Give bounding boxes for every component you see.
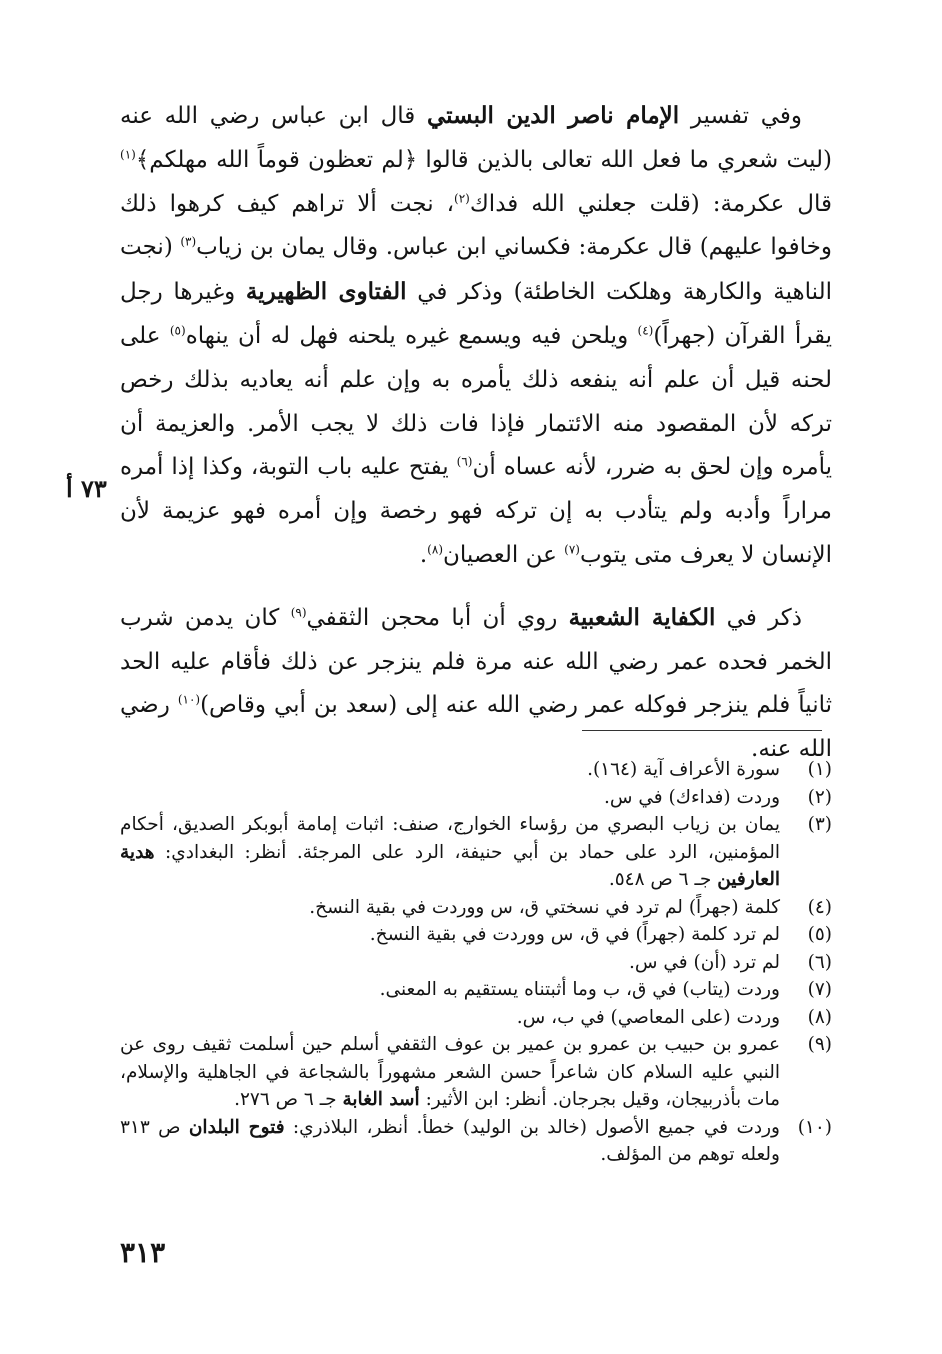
footnote-ref: (٩) <box>290 605 307 620</box>
cited-book-title: هدية العارفين <box>120 841 780 890</box>
footnote-text-run: وردت في جميع الأصول (خالد بن الوليد) خطأ. أنظر، البلاذري: <box>284 1116 780 1138</box>
text-run: قال عكرمة: (قلت جعلني الله فداك <box>469 190 832 217</box>
footnote-number: (٤) <box>807 896 832 918</box>
text-run: وغيرها رجل يقرأ القرآن (جهراً) <box>120 279 833 349</box>
text-run: ويلحن فيه ويسمع غيره يلحنه فهل له أن ينهاه <box>185 322 638 349</box>
text-run: روي أن أبا محجن الثقفي <box>306 604 569 631</box>
page-number: ٣١٣ <box>120 1236 166 1269</box>
footnote-ref: (١) <box>120 147 136 162</box>
footnote-number: (٦) <box>807 951 832 973</box>
footnote-text <box>120 811 780 894</box>
footnote-text: وردت (يتاب) في ق، ب وما أثبتناه يستقيم به المعنى. <box>379 979 780 1000</box>
footnote-number: (٩) <box>807 1034 832 1055</box>
footnote-number: (١٠) <box>797 1116 832 1138</box>
footnote-ref: (٢) <box>454 190 470 205</box>
footnote-number: (٨) <box>807 1006 832 1028</box>
footnote-text: وردت (على المعاصي) في ب، س. <box>516 1006 780 1028</box>
footnote-text-run: جـ ٦ ص ٢٧٦. <box>234 1089 343 1110</box>
footnote-number: (٧) <box>807 979 832 1000</box>
footnote-text-run: ص ٣١٣ ولعله توهم من المؤلف. <box>120 1116 780 1165</box>
footnote-item <box>120 1031 832 1114</box>
footnote-text-run: جـ ٦ ص ٥٤٨. <box>608 869 718 890</box>
text-run: . <box>419 541 428 568</box>
footnote-number: (٣) <box>807 814 832 835</box>
text-run: وفي تفسير <box>679 103 802 129</box>
text-run: يفتح عليه باب التوبة، وكذا إذا أمره مراراً وأدبه ولم يتأدب به إن تركه فهو رخصة وإن أمره فهو عزيمة لأن الإنسان لا يعرف متى يتوب <box>120 454 832 568</box>
footnote-ref: (١٠) <box>177 692 201 707</box>
footnote-item <box>120 1114 832 1169</box>
cited-book-title: أسد الغابة <box>342 1089 420 1110</box>
footnote-text-run: عمرو بن حبيب بن عمرو بن عمير بن عوف الثقفي أسلم حين أسلمت ثقيف روى عن النبي عليه السلام كان شاعراً حسن الشعر مشهوراً بالشجاعة في الجاهلية والإسلام، مات بأذربيجان، وقيل بجرجان. أنظر: ابن الأثير: <box>120 1034 780 1110</box>
footnote-ref: (٨) <box>427 542 443 557</box>
footnote-ref: (٣) <box>180 234 197 249</box>
footnotes <box>120 756 832 1169</box>
footnote-text: لم ترد (أن) في س. <box>629 951 780 973</box>
source-title: الإمام ناصر الدين البستي <box>426 102 680 129</box>
footnote-text: وردت (فداءك) في س. <box>604 786 780 808</box>
footnote-text: كلمة (جهراً) لم ترد في نسختي ق، س ووردت في بقية النسخ. <box>309 896 780 918</box>
footnote-item <box>120 921 832 949</box>
margin-folio-note: ٧٣ أ <box>66 474 107 503</box>
footnote-ref: (٤) <box>637 323 654 338</box>
footnote-ref: (٥) <box>169 323 186 338</box>
footnote-item <box>120 1004 832 1032</box>
footnote-number: (١) <box>807 759 832 780</box>
text-run: (نجت الناهية والكارهة وهلكت الخاطئة) وذكر في <box>120 234 832 306</box>
footnote-text-run: يمان بن زياب البصري من رؤساء الخوارج، صنف: اثبات إمامة أبوبكر الصديق، أحكام المؤمنين، الرد على حماد بن أبي حنيفة، الرد على المرجئة. أنظر: البغدادي: <box>120 814 780 863</box>
text-run: ذكر في <box>715 604 802 631</box>
footnote-item <box>120 976 832 1004</box>
text-run: عن العصيان <box>443 541 565 568</box>
text-run: على لحنه قيل أن علم أنه ينفعه ذلك يأمره به وإن علم أنه يعاديه بذلك رخص تركه لأن المقصود منه الائتمار فإذا فات ذلك لا يجب الأمر. والعزيمة أن يأمره وإن لحق به ضرر، لأنه عساه أن <box>120 322 833 481</box>
text-run: كان يدمن شرب الخمر فحده عمر رضي الله عنه مرة فلم ينزجر عن ذلك فأقام عليه الحد ثانياً فلم ينزجر فوكله عمر رضي الله عنه إلى (سعد بن أبي وقاص) <box>120 604 833 719</box>
footnote-text <box>120 1031 780 1114</box>
text-run: قال ابن عباس رضي الله عنه (ليت شعري ما فعل الله تعالى بالذين قالوا ﴿لم تعظون قوماً الله مهلكم﴾ <box>120 103 832 173</box>
paragraph-2 <box>120 596 832 772</box>
footnote-ref: (٧) <box>564 542 580 557</box>
source-title: الفتاوى الظهيرية <box>245 278 407 306</box>
source-title: الكفاية الشعبية <box>568 603 716 631</box>
text-run: رضي الله عنه. <box>120 692 832 763</box>
footnote-text: سورة الأعراف آية (١٦٤). <box>587 759 780 780</box>
footnote-item <box>120 949 832 977</box>
text-run: ، نجت ألا تراهم كيف كرهوا ذلك وخافوا عليهم) قال عكرمة: فكساني ابن عباس. وقال يمان بن زياب <box>120 190 832 261</box>
footnote-text: لم ترد كلمة (جهراً) في ق، س ووردت في بقية النسخ. <box>369 924 780 945</box>
footnote-item <box>120 784 832 812</box>
footnote-ref: (٦) <box>456 454 473 469</box>
paragraph-1 <box>120 94 832 578</box>
footnote-separator <box>582 730 822 731</box>
cited-book-title: فتوح البلدان <box>188 1116 285 1138</box>
footnote-item <box>120 756 832 784</box>
footnote-item <box>120 894 832 922</box>
footnote-number: (٢) <box>807 786 832 808</box>
footnote-text <box>120 1114 780 1169</box>
footnote-number: (٥) <box>807 924 832 945</box>
footnote-item <box>120 811 832 894</box>
main-text <box>120 94 832 772</box>
